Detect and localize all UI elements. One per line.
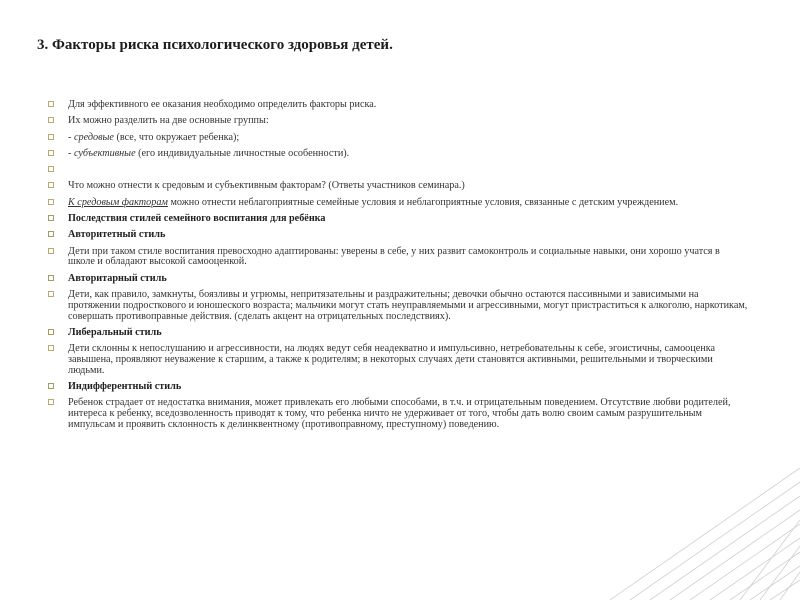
bullet-icon <box>48 291 54 297</box>
bullet-icon <box>48 199 54 205</box>
list-item: Их можно разделить на две основные группы: <box>48 116 748 127</box>
bullet-icon <box>48 329 54 335</box>
emphasis-text: средовые <box>73 131 114 143</box>
list-item: Что можно отнести к средовым и субъективным факторам? (Ответы участников семинара.) <box>48 181 748 192</box>
bullet-icon <box>48 215 54 221</box>
emphasis-text: субъективные <box>73 147 136 159</box>
list-item: - субъективные (его индивидуальные личностные особенности). <box>48 149 748 160</box>
list-item: К средовым факторам можно отнести неблагоприятные семейные условия и неблагоприятные условия, связанные с детским учреждением. <box>48 198 748 209</box>
bullet-icon <box>48 383 54 389</box>
list-item: Дети при таком стиле воспитания превосходно адаптированы: уверены в себе, у них развит самоконтроль и социальные навыки, они хорошо учатся в школе и обладают высокой самооценкой. <box>48 247 748 269</box>
bullet-icon <box>48 150 54 156</box>
list-item: Ребенок страдает от недостатка внимания, может привлекать его любыми способами, в т.ч. и отрицательным поведением. Отсутствие любви родителей, интереса к ребенку, вседозволенность приводят к тому, что ребенка ничто не удерживает от того, чтобы дать волю своим самым разрушительным импульсам и проявить склонность к делинквентному (противоправному, преступному) поведению. <box>48 398 748 430</box>
bullet-list <box>48 100 748 436</box>
corner-decoration <box>590 460 800 600</box>
emphasis-text: К средовым факторам <box>68 196 168 208</box>
list-item: Дети, как правило, замкнуты, боязливы и угрюмы, непритязательны и раздражительны; девочки обычно остаются пассивными и зависимыми на протяжении подросткового и юношеского возраста; мальчики могут стать неуправляемыми и агрессивными, могут пристраститься к алкоголю, наркотикам, совершать противоправные действия. (сделать акцент на отрицательных последствиях). <box>48 290 748 322</box>
section-heading: Авторитетный стиль <box>48 230 748 241</box>
list-item: Дети склонны к непослушанию и агрессивности, на людях ведут себя неадекватно и импульсивно, нетребовательны к себе, эгоистичны, самооценка завышена, проявляют неуважение к старшим, а также к родителям; в некоторых случаях дети становятся активными, решительными и творческими людьми. <box>48 344 748 376</box>
bullet-icon <box>48 166 54 172</box>
bullet-icon <box>48 117 54 123</box>
list-item: Для эффективного ее оказания необходимо определить факторы риска. <box>48 100 748 111</box>
bullet-icon <box>48 275 54 281</box>
section-heading: Индифферентный стиль <box>48 382 748 393</box>
bullet-icon <box>48 231 54 237</box>
section-heading: Либеральный стиль <box>48 328 748 339</box>
list-item: - средовые (все, что окружает ребенка); <box>48 133 748 144</box>
bullet-icon <box>48 248 54 254</box>
bullet-icon <box>48 182 54 188</box>
bullet-icon <box>48 134 54 140</box>
empty-list-item <box>48 165 748 176</box>
decoration-lines <box>610 468 800 600</box>
section-heading: Авторитарный стиль <box>48 274 748 285</box>
bullet-icon <box>48 345 54 351</box>
bullet-icon <box>48 399 54 405</box>
slide-title: 3. Факторы риска психологического здоровья детей. <box>37 37 393 53</box>
section-heading: Последствия стилей семейного воспитания для ребёнка <box>48 214 748 225</box>
bullet-icon <box>48 101 54 107</box>
